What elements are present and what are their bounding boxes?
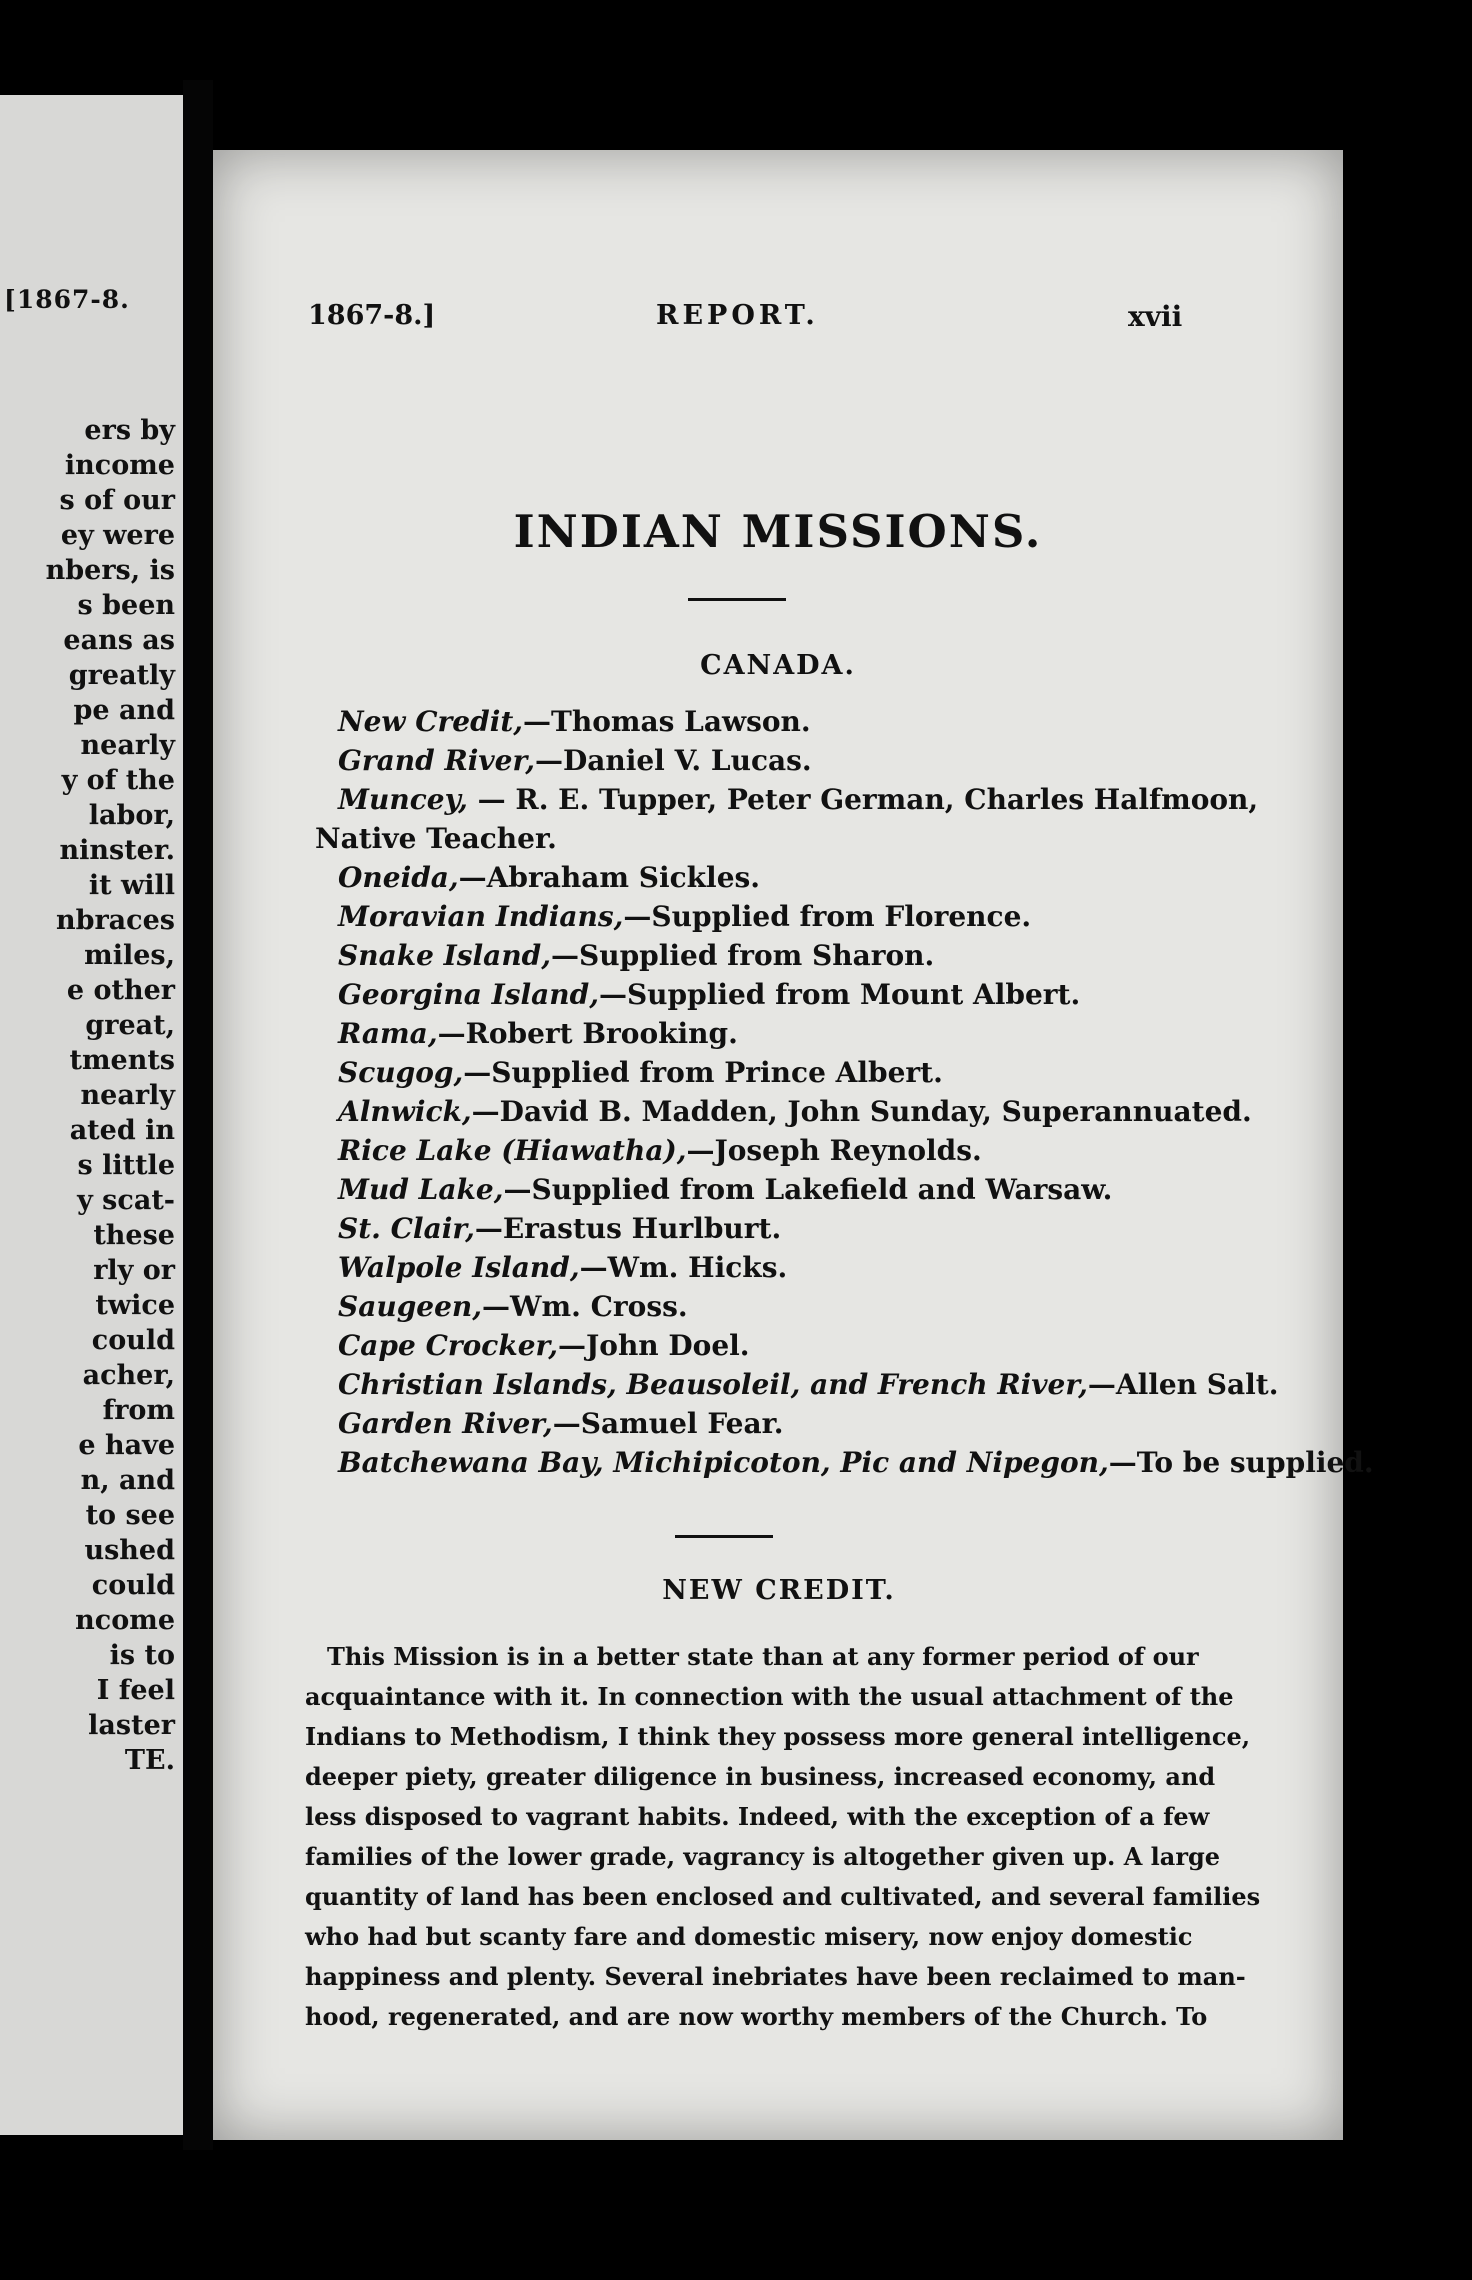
mission-entry bbox=[338, 978, 1080, 1011]
left-page-line: twice bbox=[95, 1290, 175, 1321]
mission-entry bbox=[338, 861, 760, 894]
left-page-line: could bbox=[91, 1325, 175, 1356]
mission-station: Georgina Island, bbox=[338, 978, 599, 1011]
paragraph-line: happiness and plenty. Several inebriates have been reclaimed to man- bbox=[305, 1962, 1246, 1991]
mission-station: Grand River, bbox=[338, 744, 535, 777]
mission-station: Cape Crocker, bbox=[338, 1329, 559, 1362]
mission-station: New Credit, bbox=[338, 705, 524, 738]
left-page-line: nearly bbox=[80, 730, 175, 761]
section-rule bbox=[675, 1535, 773, 1538]
left-page-line: is to bbox=[109, 1640, 175, 1671]
left-page-line: s been bbox=[77, 590, 175, 621]
mission-missionary: —Samuel Fear. bbox=[552, 1407, 784, 1440]
section-heading-canada: CANADA. bbox=[700, 650, 856, 681]
mission-station: Oneida, bbox=[338, 861, 459, 894]
mission-entry bbox=[338, 1368, 1278, 1401]
mission-station: Moravian Indians, bbox=[338, 900, 624, 933]
left-page-line: laster bbox=[88, 1710, 175, 1741]
left-page-line: income bbox=[64, 450, 175, 481]
mission-station: Alnwick, bbox=[338, 1095, 472, 1128]
mission-station: Muncey, bbox=[338, 783, 468, 816]
mission-entry bbox=[338, 1173, 1112, 1206]
title-rule bbox=[688, 598, 786, 601]
paragraph-line: This Mission is in a better state than at any former period of our bbox=[327, 1642, 1199, 1671]
mission-entry bbox=[338, 1446, 1374, 1479]
page-gutter bbox=[183, 80, 213, 2150]
left-page-line: greatly bbox=[68, 660, 175, 691]
mission-missionary: Native Teacher. bbox=[315, 822, 557, 855]
mission-entry-continuation bbox=[315, 822, 557, 855]
mission-entry bbox=[338, 744, 812, 777]
mission-entry bbox=[338, 1212, 781, 1245]
mission-missionary: —Abraham Sickles. bbox=[458, 861, 761, 894]
paragraph-line: families of the lower grade, vagrancy is altogether given up. A large bbox=[305, 1842, 1221, 1871]
mission-missionary: —John Doel. bbox=[558, 1329, 750, 1362]
paragraph-line: quantity of land has been enclosed and cultivated, and several families bbox=[305, 1882, 1261, 1911]
mission-station: Scugog, bbox=[338, 1056, 464, 1089]
left-page-line: ers by bbox=[84, 415, 175, 446]
paragraph-line: hood, regenerated, and are now worthy members of the Church. To bbox=[305, 2002, 1208, 2031]
mission-missionary: —Allen Salt. bbox=[1087, 1368, 1279, 1401]
left-page-line: it will bbox=[88, 870, 175, 901]
left-page-line: s little bbox=[77, 1150, 175, 1181]
mission-station: Snake Island, bbox=[338, 939, 552, 972]
left-page-header: [1867-8. bbox=[4, 285, 130, 314]
paragraph-line: less disposed to vagrant habits. Indeed, with the exception of a few bbox=[305, 1802, 1210, 1831]
left-page-line: ushed bbox=[84, 1535, 175, 1566]
mission-missionary: —Erastus Hurlburt. bbox=[474, 1212, 782, 1245]
left-page-line: e have bbox=[78, 1430, 175, 1461]
paragraph-line: deeper piety, greater diligence in business, increased economy, and bbox=[305, 1762, 1216, 1791]
left-page-line: acher, bbox=[82, 1360, 175, 1391]
running-head-year: 1867-8.] bbox=[308, 300, 436, 331]
left-page-line: could bbox=[91, 1570, 175, 1601]
mission-station: Rama, bbox=[338, 1017, 438, 1050]
left-page-line: to see bbox=[85, 1500, 175, 1531]
mission-station: Garden River, bbox=[338, 1407, 553, 1440]
left-page-line: ncome bbox=[75, 1605, 175, 1636]
left-page-line: from bbox=[102, 1395, 175, 1426]
mission-entry bbox=[338, 1134, 982, 1167]
mission-missionary: —David B. Madden, John Sunday, Superannuated. bbox=[471, 1095, 1252, 1128]
mission-entry bbox=[338, 1290, 688, 1323]
left-facing-page bbox=[0, 95, 183, 2135]
paragraph-line: Indians to Methodism, I think they possess more general intelligence, bbox=[305, 1722, 1251, 1751]
left-page-line: tments bbox=[69, 1045, 175, 1076]
mission-entry bbox=[338, 900, 1031, 933]
mission-entry bbox=[338, 1095, 1252, 1128]
left-page-line: y of the bbox=[61, 765, 175, 796]
left-page-line: pe and bbox=[73, 695, 175, 726]
mission-station: Saugeen, bbox=[338, 1290, 483, 1323]
page-title: INDIAN MISSIONS. bbox=[513, 505, 1043, 558]
left-page-line: e other bbox=[66, 975, 175, 1006]
left-page-line: nbraces bbox=[55, 905, 175, 936]
mission-missionary: —Wm. Hicks. bbox=[579, 1251, 788, 1284]
mission-missionary: —Thomas Lawson. bbox=[523, 705, 811, 738]
mission-missionary: —Supplied from Prince Albert. bbox=[463, 1056, 943, 1089]
left-page-line: these bbox=[93, 1220, 175, 1251]
left-page-line: nbers, is bbox=[45, 555, 175, 586]
mission-missionary: —Joseph Reynolds. bbox=[686, 1134, 982, 1167]
left-page-line: ated in bbox=[69, 1115, 175, 1146]
mission-station: St. Clair, bbox=[338, 1212, 475, 1245]
mission-missionary: —Wm. Cross. bbox=[482, 1290, 688, 1323]
left-page-line: n, and bbox=[80, 1465, 175, 1496]
paragraph-line: acquaintance with it. In connection with the usual attachment of the bbox=[305, 1682, 1234, 1711]
mission-missionary: —Supplied from Sharon. bbox=[551, 939, 935, 972]
mission-station: Rice Lake (Hiawatha), bbox=[338, 1134, 687, 1167]
left-page-line: TE. bbox=[124, 1745, 175, 1776]
mission-missionary: —Supplied from Florence. bbox=[623, 900, 1032, 933]
left-page-line: great, bbox=[85, 1010, 175, 1041]
mission-missionary: —Supplied from Lakefield and Warsaw. bbox=[503, 1173, 1113, 1206]
paragraph-line: who had but scanty fare and domestic misery, now enjoy domestic bbox=[305, 1922, 1193, 1951]
mission-missionary: — R. E. Tupper, Peter German, Charles Halfmoon, bbox=[467, 783, 1259, 816]
mission-entry bbox=[338, 1251, 787, 1284]
left-page-line: rly or bbox=[93, 1255, 175, 1286]
mission-missionary: —To be supplied. bbox=[1108, 1446, 1374, 1479]
left-page-line: eans as bbox=[63, 625, 175, 656]
mission-entry bbox=[338, 939, 934, 972]
page-number: xvii bbox=[1128, 300, 1183, 333]
mission-missionary: —Supplied from Mount Albert. bbox=[598, 978, 1081, 1011]
left-page-line: miles, bbox=[84, 940, 175, 971]
left-page-line: labor, bbox=[88, 800, 175, 831]
left-page-line: ninster. bbox=[59, 835, 175, 866]
running-head-title: REPORT. bbox=[656, 300, 819, 331]
mission-station: Mud Lake, bbox=[338, 1173, 504, 1206]
mission-station: Batchewana Bay, Michipicoton, Pic and Nipegon, bbox=[338, 1446, 1109, 1479]
mission-station: Walpole Island, bbox=[338, 1251, 580, 1284]
section-heading-new-credit: NEW CREDIT. bbox=[662, 1575, 896, 1606]
mission-station: Christian Islands, Beausoleil, and French River, bbox=[338, 1368, 1088, 1401]
mission-entry bbox=[338, 1407, 784, 1440]
left-page-line: s of our bbox=[59, 485, 175, 516]
mission-entry bbox=[338, 705, 811, 738]
mission-entry bbox=[338, 783, 1258, 816]
left-page-line: I feel bbox=[96, 1675, 175, 1706]
mission-entry bbox=[338, 1017, 738, 1050]
mission-missionary: —Daniel V. Lucas. bbox=[534, 744, 812, 777]
new-credit-paragraph bbox=[305, 1637, 1287, 2037]
mission-entry bbox=[338, 1056, 943, 1089]
left-page-line: nearly bbox=[80, 1080, 175, 1111]
left-page-line: y scat- bbox=[77, 1185, 175, 1216]
mission-entry bbox=[338, 1329, 750, 1362]
mission-missionary: —Robert Brooking. bbox=[437, 1017, 738, 1050]
report-page bbox=[213, 150, 1374, 2140]
left-page-line: ey were bbox=[60, 520, 175, 551]
